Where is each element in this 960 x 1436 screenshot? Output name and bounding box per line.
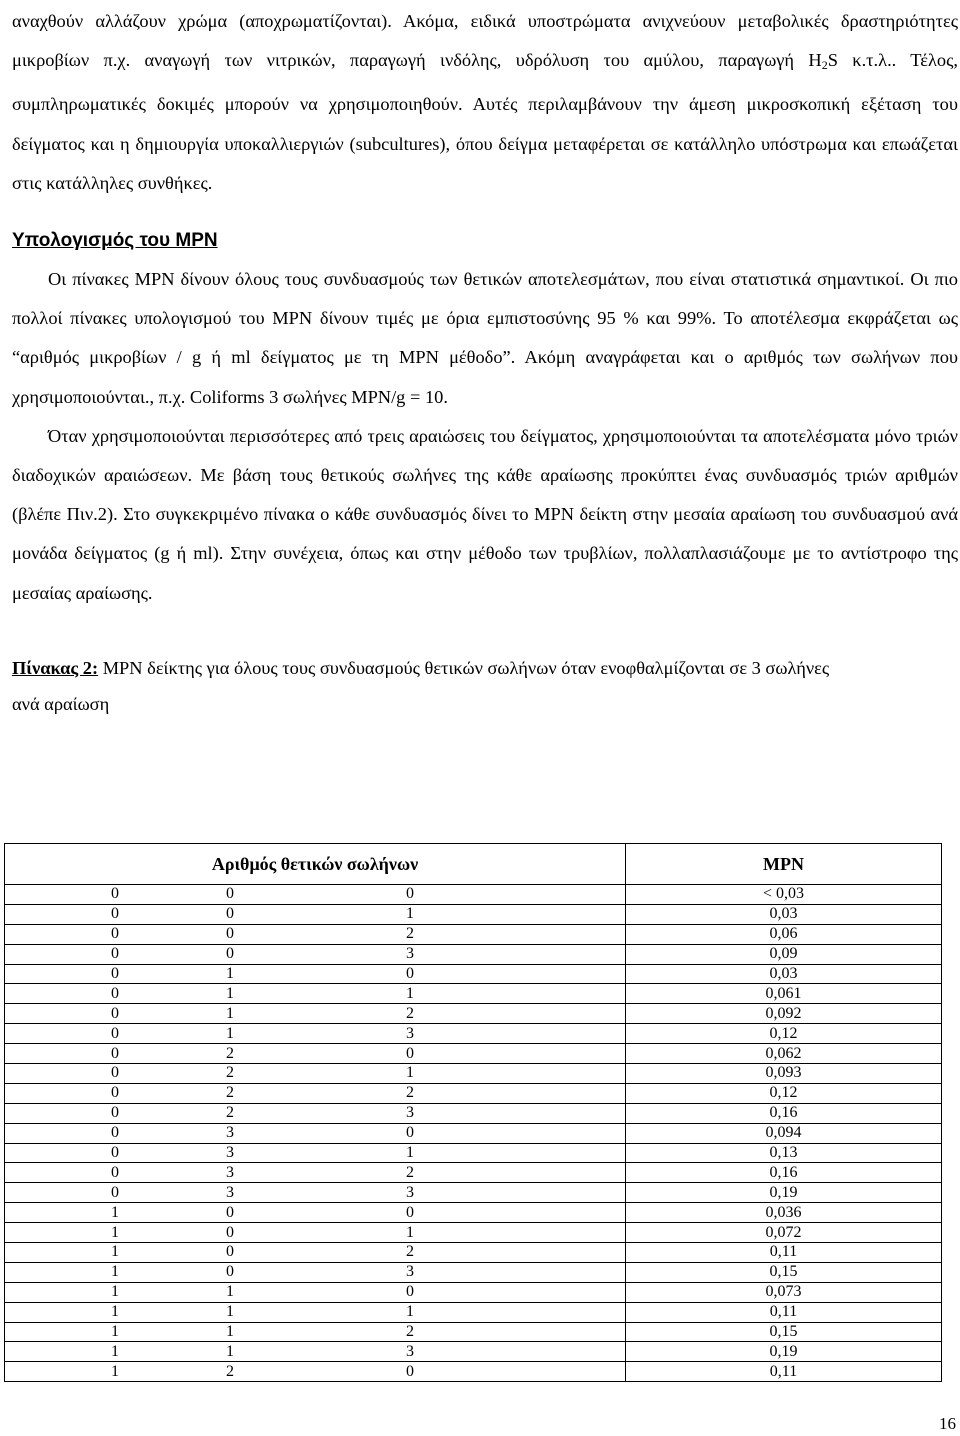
positive-tubes-cell — [5, 1064, 626, 1084]
table-row — [5, 944, 942, 964]
tube-count-2: 1 — [226, 1283, 234, 1301]
tube-count-3: 0 — [406, 1044, 414, 1062]
positive-tubes-cell — [5, 885, 626, 905]
mpn-value-cell: 0,15 — [626, 1262, 942, 1282]
tube-count-2: 1 — [226, 1024, 234, 1042]
table-row — [5, 964, 942, 984]
positive-tubes-cell — [5, 1342, 626, 1362]
mpn-value-cell: 0,11 — [626, 1243, 942, 1263]
table-row — [5, 1362, 942, 1382]
tube-count-2: 0 — [226, 925, 234, 943]
tube-count-2: 3 — [226, 1144, 234, 1162]
tube-count-1: 0 — [111, 1183, 119, 1201]
tube-count-2: 1 — [226, 1004, 234, 1022]
positive-tubes-cell — [5, 1362, 626, 1382]
tube-count-3: 0 — [406, 1203, 414, 1221]
table-caption-text: MPN δείκτης για όλους τους συνδυασμούς θετικών σωλήνων όταν ενοφθαλμίζονται σε 3 σωλήνες — [98, 657, 830, 678]
positive-tubes-cell — [5, 1044, 626, 1064]
tube-count-3: 1 — [406, 1303, 414, 1321]
table-row — [5, 1044, 942, 1064]
table-row — [5, 1143, 942, 1163]
paragraph-tests-text: αναχθούν αλλάζουν χρώμα (αποχρωματίζονται). Ακόμα, ειδικά υποστρώματα ανιχνεύουν μεταβολικές δραστηριότητες μικροβίων π.χ. αναγωγή των νιτρικών, παραγωγή ινδόλης, υδρόλυση του αμύλου, παραγωγή — [12, 11, 958, 71]
tube-count-3: 2 — [406, 1004, 414, 1022]
paragraph-mpn-tables: Οι πίνακες MPN δίνουν όλους τους συνδυασμούς των θετικών αποτελεσμάτων, που είναι στατιστικά σημαντικοί. Οι πιο πολλοί πίνακες υπολογισμού του MPN δίνουν τιμές με όρια εμπιστοσύνης 95 % και 99%. Το αποτέλεσμα εκφράζεται ως “αριθμός μικροβίων / g ή ml δείγματος με τη MPN μέθοδο”. Ακόμη αναγράφεται και ο αριθμός των σωλήνων που χρησιμοποιούνται., π.χ. Coliforms 3 σωλήνες MPN/g = 10. — [12, 269, 958, 407]
positive-tubes-cell — [5, 924, 626, 944]
table-caption — [12, 650, 958, 686]
tube-count-1: 0 — [111, 905, 119, 923]
mpn-value-cell: 0,19 — [626, 1183, 942, 1203]
tube-count-1: 0 — [111, 965, 119, 982]
mpn-value-cell: < 0,03 — [626, 885, 942, 905]
tube-count-3: 1 — [406, 905, 414, 923]
tube-count-1: 1 — [111, 1243, 119, 1261]
positive-tubes-cell — [5, 1223, 626, 1243]
tube-count-3: 3 — [406, 945, 414, 963]
mpn-value-cell: 0,03 — [626, 964, 942, 984]
tube-count-1: 0 — [111, 1104, 119, 1122]
mpn-value-cell: 0,061 — [626, 984, 942, 1004]
tube-count-1: 0 — [111, 1124, 119, 1142]
tube-count-2: 2 — [226, 1104, 234, 1122]
tube-count-2: 3 — [226, 1183, 234, 1201]
tube-count-3: 0 — [406, 1124, 414, 1142]
tube-count-1: 1 — [111, 1323, 119, 1341]
tube-count-3: 3 — [406, 1024, 414, 1042]
tube-count-3: 0 — [406, 1362, 414, 1380]
header-mpn: MPN — [626, 844, 942, 885]
tube-count-3: 2 — [406, 1323, 414, 1341]
tube-count-3: 3 — [406, 1183, 414, 1201]
tube-count-3: 1 — [406, 1064, 414, 1082]
paragraph-tests — [12, 2, 958, 203]
tube-count-2: 0 — [226, 885, 234, 903]
table-row — [5, 1322, 942, 1342]
tube-count-3: 2 — [406, 1163, 414, 1181]
positive-tubes-cell — [5, 1163, 626, 1183]
positive-tubes-cell — [5, 1103, 626, 1123]
table-row — [5, 924, 942, 944]
table-row — [5, 1203, 942, 1223]
table-caption-line2: ανά αραίωση — [12, 693, 110, 714]
mpn-value-cell: 0,093 — [626, 1064, 942, 1084]
tube-count-1: 0 — [111, 1163, 119, 1181]
mpn-value-cell: 0,11 — [626, 1302, 942, 1322]
positive-tubes-cell — [5, 1123, 626, 1143]
tube-count-1: 1 — [111, 1362, 119, 1380]
positive-tubes-cell — [5, 964, 626, 984]
mpn-value-cell: 0,094 — [626, 1123, 942, 1143]
positive-tubes-cell — [5, 1183, 626, 1203]
mpn-value-cell: 0,062 — [626, 1044, 942, 1064]
tube-count-2: 1 — [226, 1303, 234, 1321]
tube-count-3: 0 — [406, 885, 414, 903]
table-row — [5, 1103, 942, 1123]
mpn-value-cell: 0,11 — [626, 1362, 942, 1382]
tube-count-2: 1 — [226, 1323, 234, 1341]
tube-count-2: 0 — [226, 1223, 234, 1241]
tube-count-2: 0 — [226, 1263, 234, 1281]
mpn-value-cell: 0,036 — [626, 1203, 942, 1223]
tube-count-1: 0 — [111, 1044, 119, 1062]
tube-count-2: 2 — [226, 1044, 234, 1062]
table-row — [5, 904, 942, 924]
positive-tubes-cell — [5, 904, 626, 924]
tube-count-2: 2 — [226, 1362, 234, 1380]
tube-count-3: 0 — [406, 965, 414, 982]
tube-count-1: 0 — [111, 1084, 119, 1102]
positive-tubes-cell — [5, 1262, 626, 1282]
positive-tubes-cell — [5, 1083, 626, 1103]
h2s-formula-h: H — [808, 50, 822, 71]
tube-count-1: 1 — [111, 1303, 119, 1321]
tube-count-3: 2 — [406, 1084, 414, 1102]
positive-tubes-cell — [5, 944, 626, 964]
mpn-value-cell: 0,16 — [626, 1103, 942, 1123]
table-row — [5, 1282, 942, 1302]
positive-tubes-cell — [5, 1322, 626, 1342]
document-page — [12, 0, 958, 722]
tube-count-1: 0 — [111, 925, 119, 943]
mpn-value-cell: 0,15 — [626, 1322, 942, 1342]
tube-count-1: 0 — [111, 1004, 119, 1022]
mpn-value-cell: 0,13 — [626, 1143, 942, 1163]
table-row — [5, 1342, 942, 1362]
positive-tubes-cell — [5, 1302, 626, 1322]
table-caption-label: Πίνακας 2: — [12, 657, 99, 678]
tube-count-1: 1 — [111, 1203, 119, 1221]
mpn-value-cell: 0,12 — [626, 1024, 942, 1044]
table-row — [5, 1083, 942, 1103]
tube-count-2: 1 — [226, 984, 234, 1002]
page-number: 16 — [939, 1414, 956, 1433]
tube-count-3: 0 — [406, 1283, 414, 1301]
table-row — [5, 885, 942, 905]
mpn-value-cell: 0,072 — [626, 1223, 942, 1243]
mpn-value-cell: 0,19 — [626, 1342, 942, 1362]
table-row — [5, 1223, 942, 1243]
mpn-value-cell: 0,09 — [626, 944, 942, 964]
positive-tubes-cell — [5, 1282, 626, 1302]
tube-count-3: 1 — [406, 984, 414, 1002]
table-row — [5, 1243, 942, 1263]
mpn-value-cell: 0,12 — [626, 1083, 942, 1103]
tube-count-3: 3 — [406, 1104, 414, 1122]
h2s-formula-subscript: 2 — [821, 58, 828, 73]
tube-count-3: 3 — [406, 1263, 414, 1281]
mpn-table — [4, 843, 942, 1382]
table-row — [5, 1024, 942, 1044]
tube-count-1: 1 — [111, 1263, 119, 1281]
positive-tubes-cell — [5, 1024, 626, 1044]
mpn-value-cell: 0,16 — [626, 1163, 942, 1183]
tube-count-1: 1 — [111, 1283, 119, 1301]
tube-count-1: 0 — [111, 1144, 119, 1162]
tube-count-2: 0 — [226, 945, 234, 963]
paragraph-dilutions: Όταν χρησιμοποιούνται περισσότερες από τρεις αραιώσεις του δείγματος, χρησιμοποιούνται τα αποτελέσματα μόνο τριών διαδοχικών αραιώσεων. Με βάση τους θετικούς σωλήνες της κάθε αραίωσης προκύπτει ένας συνδυασμός τριών αριθμών (βλέπε Πιν.2). Στο συγκεκριμένο πίνακα ο κάθε συνδυασμός δίνει το MPN δείκτη στην μεσαία αραίωση του συνδυασμού ανά μονάδα δείγματος (g ή ml). Στην συνέχεια, όπως και στην μέθοδο των τρυβλίων, πολλαπλασιάζουμε με το αντίστροφο της μεσαίας αραίωσης. — [12, 425, 958, 603]
positive-tubes-cell — [5, 984, 626, 1004]
tube-count-1: 1 — [111, 1223, 119, 1241]
mpn-value-cell: 0,073 — [626, 1282, 942, 1302]
table-row — [5, 1262, 942, 1282]
table-row — [5, 984, 942, 1004]
tube-count-3: 3 — [406, 1342, 414, 1360]
positive-tubes-cell — [5, 1004, 626, 1024]
table-row — [5, 1004, 942, 1024]
tube-count-2: 1 — [226, 1342, 234, 1360]
mpn-value-cell: 0,03 — [626, 904, 942, 924]
tube-count-2: 3 — [226, 1163, 234, 1181]
section-heading: Υπολογισμός του MPN — [12, 230, 218, 252]
tube-count-3: 2 — [406, 1243, 414, 1261]
table-body — [5, 885, 942, 1382]
tube-count-3: 2 — [406, 925, 414, 943]
tube-count-3: 1 — [406, 1223, 414, 1241]
tube-count-1: 1 — [111, 1342, 119, 1360]
tube-count-2: 0 — [226, 905, 234, 923]
tube-count-2: 2 — [226, 1064, 234, 1082]
tube-count-2: 3 — [226, 1124, 234, 1142]
table-row — [5, 1123, 942, 1143]
tube-count-1: 0 — [111, 885, 119, 903]
tube-count-1: 0 — [111, 1024, 119, 1042]
mpn-value-cell: 0,06 — [626, 924, 942, 944]
table-row — [5, 1163, 942, 1183]
tube-count-3: 1 — [406, 1144, 414, 1162]
mpn-value-cell: 0,092 — [626, 1004, 942, 1024]
tube-count-1: 0 — [111, 984, 119, 1002]
positive-tubes-cell — [5, 1243, 626, 1263]
tube-count-1: 0 — [111, 945, 119, 963]
table-row — [5, 1302, 942, 1322]
table-row — [5, 1183, 942, 1203]
table-row — [5, 1064, 942, 1084]
positive-tubes-cell — [5, 1143, 626, 1163]
table-header-row — [5, 844, 942, 885]
tube-count-2: 0 — [226, 1203, 234, 1221]
positive-tubes-cell — [5, 1203, 626, 1223]
tube-count-1: 0 — [111, 1064, 119, 1082]
header-positive-tubes: Αριθμός θετικών σωλήνων — [5, 844, 626, 885]
tube-count-2: 1 — [226, 965, 234, 982]
tube-count-2: 2 — [226, 1084, 234, 1102]
tube-count-2: 0 — [226, 1243, 234, 1261]
paragraph-tests-text-rest: S κ.τ.λ.. Τέλος, συμπληρωματικές δοκιμές μπορούν να χρησιμοποιηθούν. Αυτές περιλαμβάνουν την άμεση μικροσκοπική εξέταση του δείγματος και η δημιουργία υποκαλλιεργιών (subcultures), όπου δείγμα μεταφέρεται σε κατάλληλο υπόστρωμα και επωάζεται στις κατάλληλες συνθήκες. — [12, 50, 958, 193]
